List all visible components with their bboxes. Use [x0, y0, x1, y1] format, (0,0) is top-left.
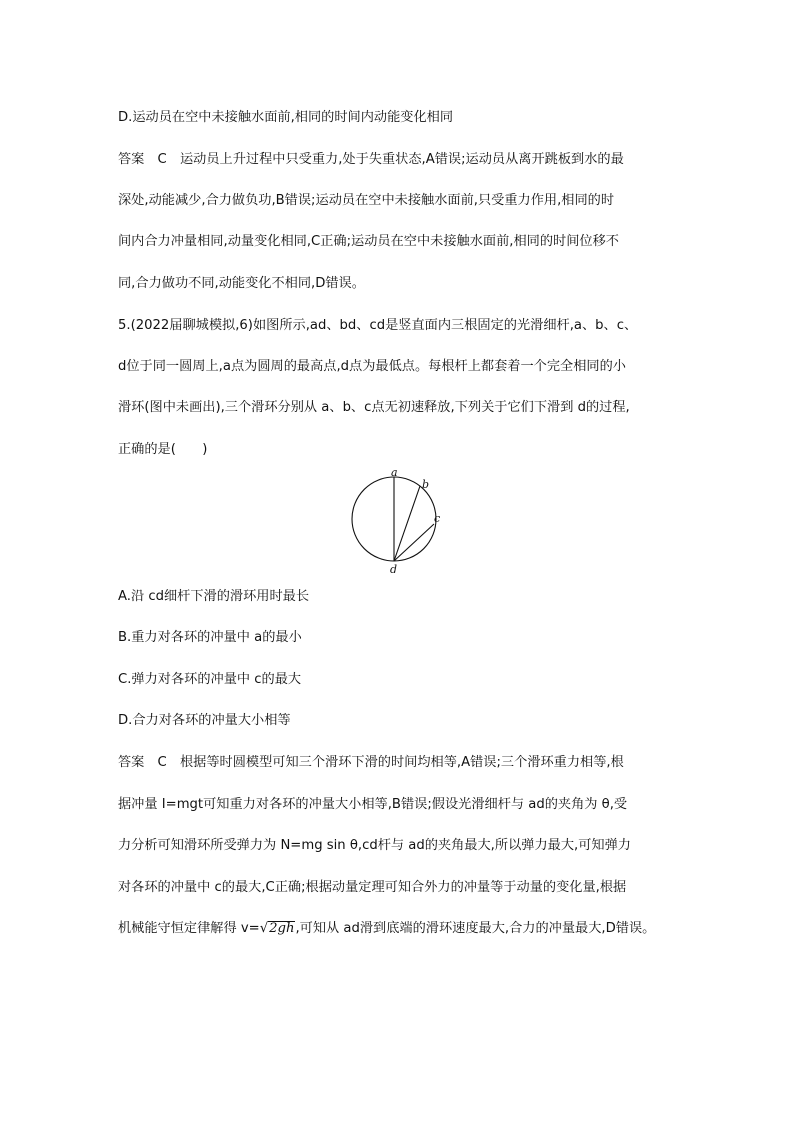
- rod-bd: [394, 486, 420, 561]
- sqrt-2gh: 2gh: [269, 921, 295, 936]
- q5-stem-line-4: 正确的是( ): [118, 442, 208, 457]
- q5-stem-line-3: 滑环(图中未画出),三个滑环分别从 a、b、c点无初速释放,下列关于它们下滑到 d的过程,: [118, 400, 630, 415]
- label-c: c: [434, 512, 441, 525]
- circle-rods-figure: [340, 466, 450, 578]
- q5-stem-line-2: d位于同一圆周上,a点为圆周的最高点,d点为最低点。每根杆上都套着一个完全相同的小: [118, 359, 626, 374]
- option-b: B.重力对各环的冲量中 a的最小: [118, 630, 302, 645]
- q4-answer-line-1: 答案 C 运动员上升过程中只受重力,处于失重状态,A错误;运动员从离开跳板到水的最: [118, 152, 624, 167]
- q4-answer-line-2: 深处,动能减少,合力做负功,B错误;运动员在空中未接触水面前,只受重力作用,相同的时: [118, 193, 615, 208]
- q5-answer-line-5-post: ,可知从 ad滑到底端的滑环速度最大,合力的冲量最大,D错误。: [295, 921, 656, 936]
- q5-answer-line-3: 力分析可知滑环所受弹力为 N=mg sin θ,cd杆与 ad的夹角最大,所以弹力最大,可知弹力: [118, 838, 631, 853]
- label-b: b: [422, 478, 430, 491]
- q4-answer-line-4: 同,合力做功不同,动能变化不相同,D错误。: [118, 276, 365, 291]
- option-a: A.沿 cd细杆下滑的滑环用时最长: [118, 589, 310, 604]
- q5-answer-line-2: 据冲量 I=mgt可知重力对各环的冲量大小相等,B错误;假设光滑细杆与 ad的夹角为 θ,受: [118, 797, 628, 812]
- option-c: C.弹力对各环的冲量中 c的最大: [118, 672, 302, 687]
- q5-answer-line-1: 答案 C 根据等时圆模型可知三个滑环下滑的时间均相等,A错误;三个滑环重力相等,根: [118, 755, 624, 770]
- label-d: d: [390, 563, 398, 576]
- q5-answer-line-5-pre: 机械能守恒定律解得 v=√: [118, 921, 269, 936]
- q4-option-d: D.运动员在空中未接触水面前,相同的时间内动能变化相同: [118, 110, 454, 125]
- label-a: a: [391, 466, 398, 479]
- option-d: D.合力对各环的冲量大小相等: [118, 713, 291, 728]
- q5-stem-line-1: 5.(2022届聊城模拟,6)如图所示,ad、bd、cd是竖直面内三根固定的光滑细杆,a、b、c、: [118, 318, 638, 333]
- q5-answer-line-4: 对各环的冲量中 c的最大,C正确;根据动量定理可知合外力的冲量等于动量的变化量,根据: [118, 880, 627, 895]
- q5-answer-line-5: [118, 919, 655, 939]
- q4-answer-line-3: 间内合力冲量相同,动量变化相同,C正确;运动员在空中未接触水面前,相同的时间位移不: [118, 234, 619, 249]
